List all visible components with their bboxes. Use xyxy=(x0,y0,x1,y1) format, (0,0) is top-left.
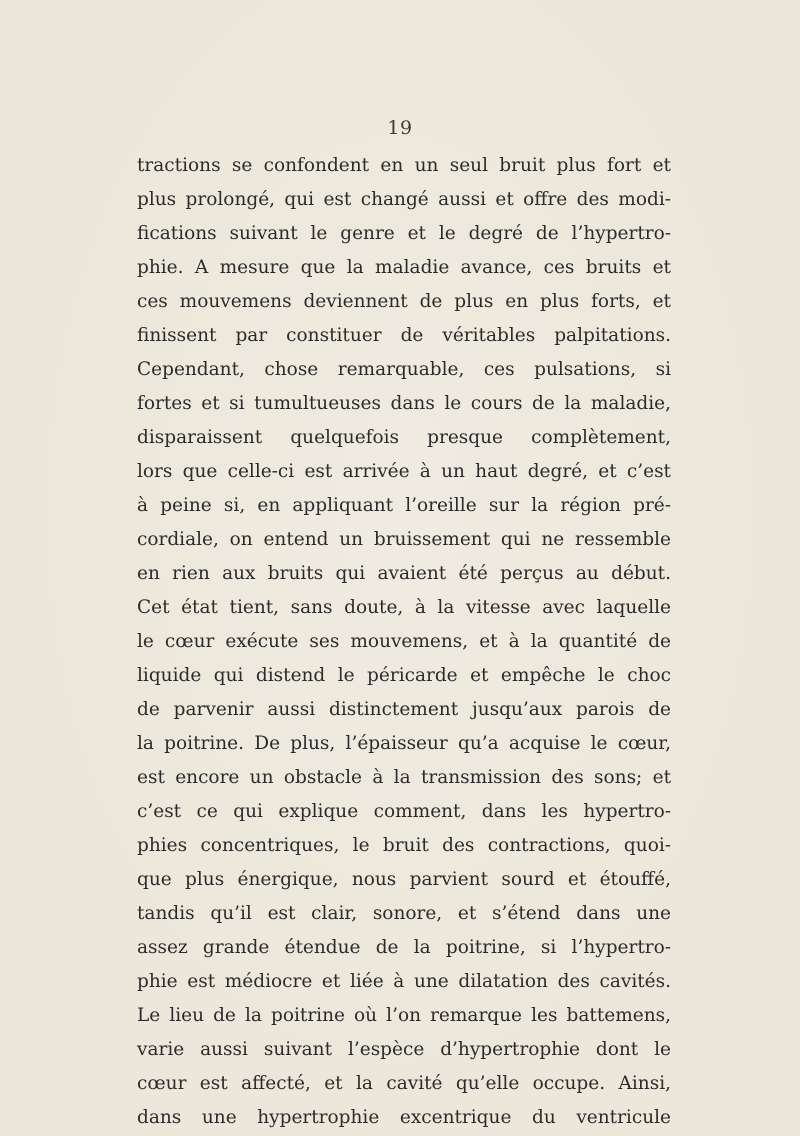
text-line: Cependant, chose remarquable, ces pulsations, si xyxy=(137,359,671,380)
text-line: phies concentriques, le bruit des contractions, quoi- xyxy=(137,835,671,856)
text-line: cœur est affecté, et la cavité qu’elle occupe. Ainsi, xyxy=(137,1073,671,1094)
text-line: phie est médiocre et liée à une dilatation des cavités. xyxy=(137,971,671,992)
text-line: plus prolongé, qui est changé aussi et offre des modi- xyxy=(137,189,671,210)
text-line: liquide qui distend le péricarde et empêche le choc xyxy=(137,665,671,686)
text-line: à peine si, en appliquant l’oreille sur la région pré- xyxy=(137,495,671,516)
text-line: en rien aux bruits qui avaient été perçus au début. xyxy=(137,563,671,584)
text-line: phie. A mesure que la maladie avance, ces bruits et xyxy=(137,257,671,278)
text-line: assez grande étendue de la poitrine, si l’hypertro- xyxy=(137,937,671,958)
text-line: cordiale, on entend un bruissement qui ne ressemble xyxy=(137,529,671,550)
text-line: est encore un obstacle à la transmission des sons; et xyxy=(137,767,671,788)
text-line: que plus énergique, nous parvient sourd et étouffé, xyxy=(137,869,671,890)
text-line: lors que celle-ci est arrivée à un haut degré, et c’est xyxy=(137,461,671,482)
text-line: tractions se confondent en un seul bruit plus fort et xyxy=(137,155,671,176)
text-line: fortes et si tumultueuses dans le cours de la maladie, xyxy=(137,393,671,414)
page-number: 19 xyxy=(387,117,413,139)
text-line: dans une hypertrophie excentrique du ventricule xyxy=(137,1107,671,1128)
text-line: c’est ce qui explique comment, dans les hypertro- xyxy=(137,801,671,822)
body-text xyxy=(137,149,671,1135)
text-line: de parvenir aussi distinctement jusqu’aux parois de xyxy=(137,699,671,720)
text-line: la poitrine. De plus, l’épaisseur qu’a acquise le cœur, xyxy=(137,733,671,754)
text-line: ces mouvemens deviennent de plus en plus forts, et xyxy=(137,291,671,312)
text-line: disparaissent quelquefois presque complètement, xyxy=(137,427,671,448)
text-line: le cœur exécute ses mouvemens, et à la quantité de xyxy=(137,631,671,652)
text-line: tandis qu’il est clair, sonore, et s’étend dans une xyxy=(137,903,671,924)
text-line: Le lieu de la poitrine où l’on remarque les battemens, xyxy=(137,1005,671,1026)
text-line: varie aussi suivant l’espèce d’hypertrophie dont le xyxy=(137,1039,671,1060)
text-line: fications suivant le genre et le degré de l’hypertro- xyxy=(137,223,671,244)
text-line: Cet état tient, sans doute, à la vitesse avec laquelle xyxy=(137,597,671,618)
text-line: finissent par constituer de véritables palpitations. xyxy=(137,325,671,346)
